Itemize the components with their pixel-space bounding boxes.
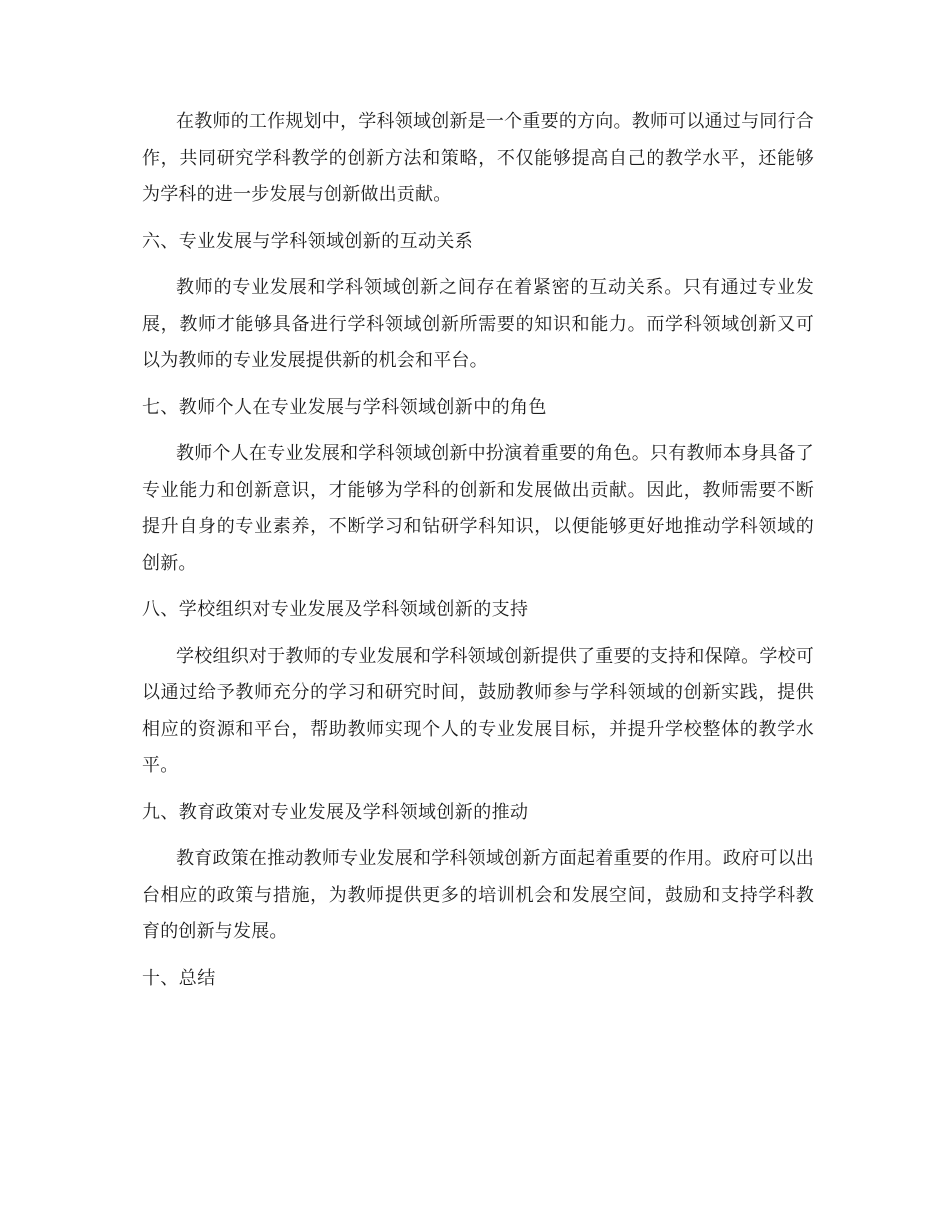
paragraph-education-policy: 教育政策在推动教师专业发展和学科领域创新方面起着重要的作用。政府可以出台相应的政策与措施，为教师提供更多的培训机会和发展空间，鼓励和支持学科教育的创新与发展。: [142, 848, 814, 942]
spacer: [142, 260, 814, 270]
spacer: [142, 426, 814, 436]
document-body: [142, 104, 814, 997]
spacer: [142, 380, 814, 390]
section-heading-6: 六、专业发展与学科领域创新的互动关系: [142, 230, 474, 252]
section-heading-9: 九、教育政策对专业发展及学科领域创新的推动: [142, 801, 529, 823]
spacer: [142, 951, 814, 961]
section-heading-8: 八、学校组织对专业发展及学科领域创新的支持: [142, 599, 529, 620]
spacer: [142, 629, 814, 639]
spacer: [142, 831, 814, 841]
section-heading-10: 十、总结: [142, 967, 216, 989]
paragraph-teacher-role: 教师个人在专业发展和学科领域创新中扮演着重要的角色。只有教师本身具备了专业能力和创新意识，才能够为学科的创新和发展做出贡献。因此，教师需要不断提升自身的专业素养，不断学习和钻研学科知识，以便能够更好地推动学科领域的创新。: [142, 443, 814, 574]
spacer: [142, 582, 814, 592]
section-heading-7: 七、教师个人在专业发展与学科领域创新中的角色: [142, 396, 547, 418]
paragraph-school-support: 学校组织对于教师的专业发展和学科领域创新提供了重要的支持和保障。学校可以通过给予教师充分的学习和研究时间，鼓励教师参与学科领域的创新实践，提供相应的资源和平台，帮助教师实现个人的专业发展目标，并提升学校整体的教学水平。: [142, 645, 814, 776]
paragraph-workplan-innovation: 在教师的工作规划中，学科领域创新是一个重要的方向。教师可以通过与同行合作，共同研究学科教学的创新方法和策略，不仅能够提高自己的教学水平，还能够为学科的进一步发展与创新做出贡献。: [142, 111, 814, 205]
spacer: [142, 214, 814, 224]
spacer: [142, 785, 814, 795]
paragraph-interaction: 教师的专业发展和学科领域创新之间存在着紧密的互动关系。只有通过专业发展，教师才能够具备进行学科领域创新所需要的知识和能力。而学科领域创新又可以为教师的专业发展提供新的机会和平台。: [142, 277, 814, 371]
